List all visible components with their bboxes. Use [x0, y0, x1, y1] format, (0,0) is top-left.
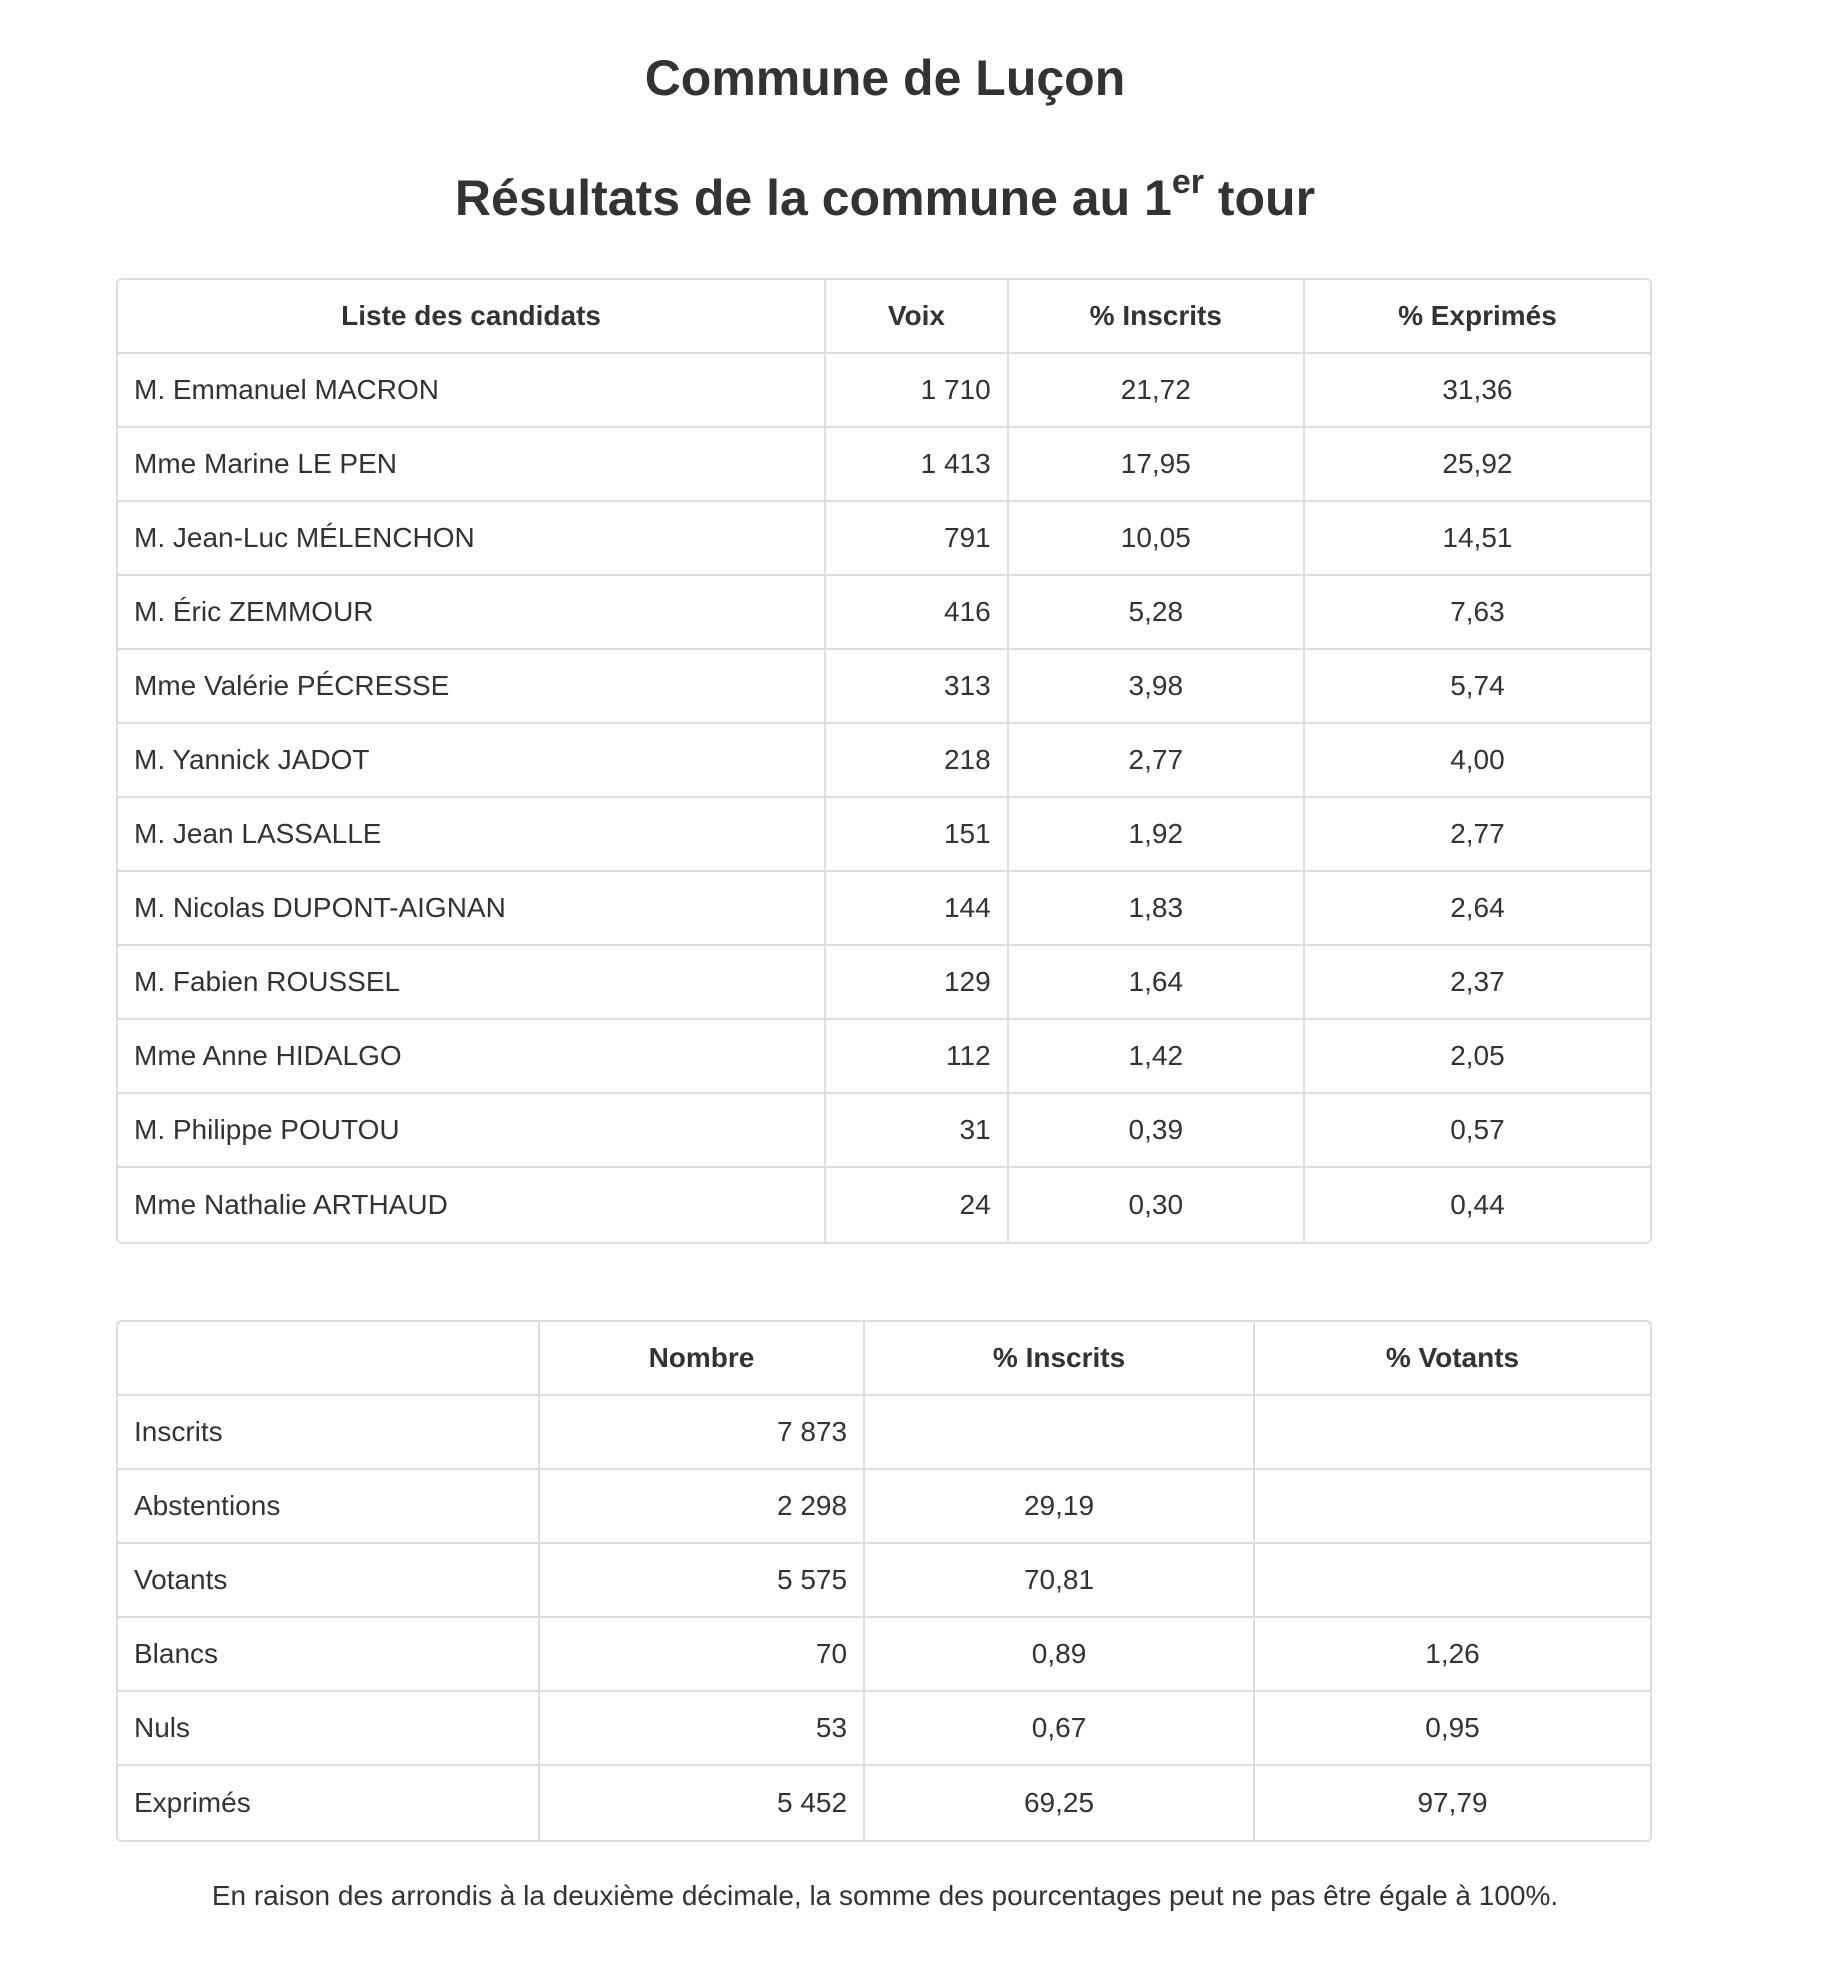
voix-cell: 129 [826, 946, 1009, 1020]
pct-inscrits-cell: 29,19 [865, 1470, 1255, 1544]
candidate-name-cell: M. Jean LASSALLE [118, 798, 826, 872]
summary-label-cell: Blancs [118, 1618, 540, 1692]
column-header-voix: Voix [826, 280, 1009, 354]
subtitle-end: tour [1203, 170, 1316, 226]
table-row [118, 1168, 1650, 1242]
candidate-name-cell: M. Éric ZEMMOUR [118, 576, 826, 650]
pct-inscrits-cell: 0,30 [1009, 1168, 1305, 1242]
pct-inscrits-cell: 10,05 [1009, 502, 1305, 576]
table-row [118, 1396, 1650, 1470]
pct-inscrits-cell: 1,64 [1009, 946, 1305, 1020]
column-header-nombre: Nombre [540, 1322, 865, 1396]
pct-exprimes-cell: 7,63 [1305, 576, 1650, 650]
pct-votants-cell [1255, 1544, 1650, 1618]
pct-inscrits-cell: 69,25 [865, 1766, 1255, 1840]
subtitle-superscript: er [1171, 163, 1204, 202]
candidates-table [116, 278, 1652, 1244]
table-row [118, 354, 1650, 428]
pct-inscrits-cell: 21,72 [1009, 354, 1305, 428]
candidate-name-cell: Mme Valérie PÉCRESSE [118, 650, 826, 724]
table-row [118, 1020, 1650, 1094]
table-row [118, 1470, 1650, 1544]
summary-table [116, 1320, 1652, 1842]
pct-votants-cell [1255, 1470, 1650, 1544]
candidate-name-cell: Mme Anne HIDALGO [118, 1020, 826, 1094]
pct-votants-cell [1255, 1396, 1650, 1470]
pct-inscrits-cell: 70,81 [865, 1544, 1255, 1618]
pct-exprimes-cell: 4,00 [1305, 724, 1650, 798]
pct-exprimes-cell: 5,74 [1305, 650, 1650, 724]
candidate-name-cell: M. Yannick JADOT [118, 724, 826, 798]
candidate-name-cell: M. Philippe POUTOU [118, 1094, 826, 1168]
pct-votants-cell: 1,26 [1255, 1618, 1650, 1692]
pct-inscrits-cell: 1,92 [1009, 798, 1305, 872]
table-row [118, 576, 1650, 650]
pct-inscrits-cell: 0,89 [865, 1618, 1255, 1692]
candidate-name-cell: M. Fabien ROUSSEL [118, 946, 826, 1020]
table-row [118, 724, 1650, 798]
voix-cell: 1 710 [826, 354, 1009, 428]
voix-cell: 416 [826, 576, 1009, 650]
pct-exprimes-cell: 25,92 [1305, 428, 1650, 502]
nombre-cell: 5 452 [540, 1766, 865, 1840]
pct-votants-cell: 97,79 [1417, 1787, 1488, 1818]
voix-cell: 112 [826, 1020, 1009, 1094]
table-header-row [118, 1322, 1650, 1396]
nombre-cell: 7 873 [540, 1396, 865, 1470]
pct-votants-cell: 0,95 [1255, 1692, 1650, 1766]
summary-label-cell: Abstentions [118, 1470, 540, 1544]
table-row [118, 428, 1650, 502]
table-row [118, 1618, 1650, 1692]
voix-cell: 791 [826, 502, 1009, 576]
nombre-cell: 53 [540, 1692, 865, 1766]
summary-label-cell: Inscrits [118, 1396, 540, 1470]
candidates-body [118, 354, 1650, 1242]
table-row [118, 1544, 1650, 1618]
pct-inscrits-cell: 0,39 [1009, 1094, 1305, 1168]
column-header-pct-inscrits: % Inscrits [1009, 280, 1305, 354]
pct-exprimes-cell: 14,51 [1305, 502, 1650, 576]
nombre-cell: 5 575 [540, 1544, 865, 1618]
voix-cell: 218 [826, 724, 1009, 798]
column-header-pct-inscrits: % Inscrits [865, 1322, 1255, 1396]
pct-exprimes-cell: 2,05 [1305, 1020, 1650, 1094]
pct-inscrits-cell: 5,28 [1009, 576, 1305, 650]
candidate-name-cell: Mme Marine LE PEN [118, 428, 826, 502]
column-header-pct-votants: % Votants [1255, 1322, 1650, 1396]
summary-label-cell: Exprimés [118, 1766, 540, 1840]
voix-cell: 313 [826, 650, 1009, 724]
table-header-row [118, 280, 1650, 354]
voix-cell: 151 [826, 798, 1009, 872]
table-row [118, 1094, 1650, 1168]
summary-label-cell: Nuls [118, 1692, 540, 1766]
table-row [118, 798, 1650, 872]
voix-cell: 1 413 [826, 428, 1009, 502]
table-row [118, 1766, 1650, 1840]
page-title: Commune de Luçon [644, 50, 1126, 106]
pct-exprimes-cell: 0,57 [1305, 1094, 1650, 1168]
voix-cell: 144 [826, 872, 1009, 946]
page-subtitle [0, 163, 1770, 228]
table-row [118, 946, 1650, 1020]
voix-cell: 24 [826, 1168, 1009, 1242]
rounding-footnote: En raison des arrondis à la deuxième décimale, la somme des pourcentages peut ne pas être égale à 100%. [211, 1880, 1559, 1911]
column-header-pct-exprimes: % Exprimés [1305, 280, 1650, 354]
summary-body [118, 1396, 1650, 1840]
pct-inscrits-cell [865, 1396, 1255, 1470]
candidate-name-cell: M. Nicolas DUPONT-AIGNAN [118, 872, 826, 946]
candidate-name-cell: M. Jean-Luc MÉLENCHON [118, 502, 826, 576]
pct-exprimes-cell: 2,64 [1305, 872, 1650, 946]
summary-label-cell: Votants [118, 1544, 540, 1618]
table-row [118, 502, 1650, 576]
column-header-candidates: Liste des candidats [118, 280, 826, 354]
nombre-cell: 2 298 [540, 1470, 865, 1544]
pct-inscrits-cell: 17,95 [1009, 428, 1305, 502]
pct-inscrits-cell: 0,67 [865, 1692, 1255, 1766]
pct-inscrits-cell: 1,42 [1009, 1020, 1305, 1094]
table-row [118, 650, 1650, 724]
pct-exprimes-cell: 31,36 [1305, 354, 1650, 428]
nombre-cell: 70 [540, 1618, 865, 1692]
pct-inscrits-cell: 1,83 [1009, 872, 1305, 946]
voix-cell: 31 [826, 1094, 1009, 1168]
pct-exprimes-cell: 2,37 [1305, 946, 1650, 1020]
column-header-blank [118, 1322, 540, 1396]
table-row [118, 872, 1650, 946]
table-row [118, 1692, 1650, 1766]
pct-exprimes-cell: 0,44 [1450, 1189, 1505, 1220]
pct-exprimes-cell: 2,77 [1305, 798, 1650, 872]
pct-inscrits-cell: 2,77 [1009, 724, 1305, 798]
candidate-name-cell: M. Emmanuel MACRON [118, 354, 826, 428]
subtitle-text: Résultats de la commune au 1 [454, 170, 1172, 226]
candidate-name-cell: Mme Nathalie ARTHAUD [118, 1168, 826, 1242]
pct-inscrits-cell: 3,98 [1009, 650, 1305, 724]
